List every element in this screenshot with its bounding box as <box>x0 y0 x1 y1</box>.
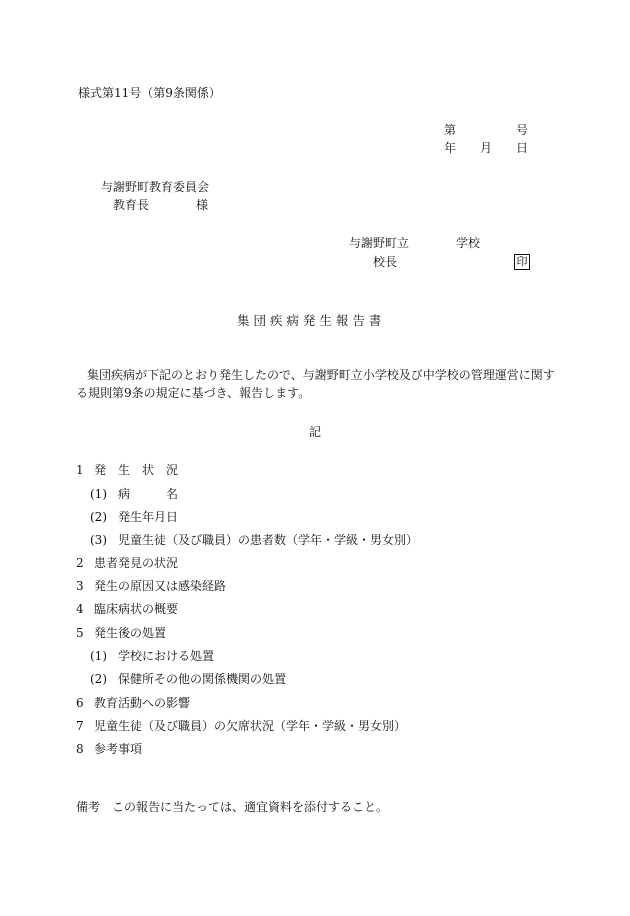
list-item <box>76 696 190 710</box>
item-number: 3 <box>76 579 84 593</box>
addressee-org: 与謝野町教育委員会 <box>101 180 210 194</box>
item-label: 発生後の処置 <box>94 626 167 640</box>
list-item <box>76 719 406 733</box>
item-label: 臨床病状の概要 <box>94 602 179 616</box>
list-item <box>90 510 178 524</box>
item-label: 病 名 <box>118 487 179 501</box>
sender-title: 校長 <box>373 255 398 269</box>
item-label: 発 生 状 況 <box>94 463 179 477</box>
item-label: 学校における処置 <box>118 649 215 663</box>
remarks-label: 備考 <box>76 800 101 814</box>
list-item <box>76 463 178 477</box>
list-item <box>90 487 178 501</box>
item-label: 発生の原因又は感染経路 <box>94 579 227 593</box>
item-number: (2) <box>90 510 107 524</box>
seal-label: 印 <box>514 254 530 270</box>
item-label: 児童生徒（及び職員）の欠席状況（学年・学級・男女別） <box>94 719 407 733</box>
item-label: 児童生徒（及び職員）の患者数（学年・学級・男女別） <box>118 533 419 547</box>
list-item <box>90 672 286 686</box>
item-label: 発生年月日 <box>118 510 179 524</box>
form-number: 様式第11号（第9条関係） <box>78 86 221 100</box>
list-item <box>76 556 178 570</box>
doc-number-suffix: 号 <box>516 123 529 137</box>
body-line-1: 集団疾病が下記のとおり発生したので、与謝野町立小学校及び中学校の管理運営に関す <box>87 368 555 382</box>
sender-school: 学校 <box>456 236 481 250</box>
date-year: 年 <box>444 141 457 155</box>
item-label: 教育活動への影響 <box>94 696 191 710</box>
sender-town: 与謝野町立 <box>349 236 410 250</box>
list-item <box>90 533 418 547</box>
doc-number-prefix: 第 <box>444 123 457 137</box>
document-title: 集 団 疾 病 発 生 報 告 書 <box>237 313 382 328</box>
addressee-honorific: 様 <box>196 198 209 212</box>
list-item <box>76 602 178 616</box>
item-number: 2 <box>76 556 84 570</box>
item-number: 7 <box>76 719 84 733</box>
seal-stamp <box>514 254 530 270</box>
item-number: 6 <box>76 696 84 710</box>
list-item <box>76 742 142 756</box>
item-label: 保健所その他の関係機関の処置 <box>118 672 287 686</box>
item-number: 5 <box>76 626 84 640</box>
list-item <box>76 626 166 640</box>
remarks-text: この報告に当たっては、適宜資料を添付すること。 <box>112 800 389 814</box>
date-day: 日 <box>516 141 529 155</box>
date-month: 月 <box>480 141 493 155</box>
item-number: (3) <box>90 533 107 547</box>
body-line-2: る規則第9条の規定に基づき、報告します。 <box>76 386 311 400</box>
item-number: 1 <box>76 463 84 477</box>
ki-heading: 記 <box>309 425 322 439</box>
list-item <box>90 649 214 663</box>
item-label: 参考事項 <box>94 742 143 756</box>
addressee-title: 教育長 <box>113 198 150 212</box>
remarks <box>76 800 388 814</box>
item-number: 4 <box>76 602 84 616</box>
item-number: (1) <box>90 487 107 501</box>
list-item <box>76 579 226 593</box>
item-label: 患者発見の状況 <box>94 556 179 570</box>
item-number: 8 <box>76 742 84 756</box>
item-number: (1) <box>90 649 107 663</box>
item-number: (2) <box>90 672 107 686</box>
